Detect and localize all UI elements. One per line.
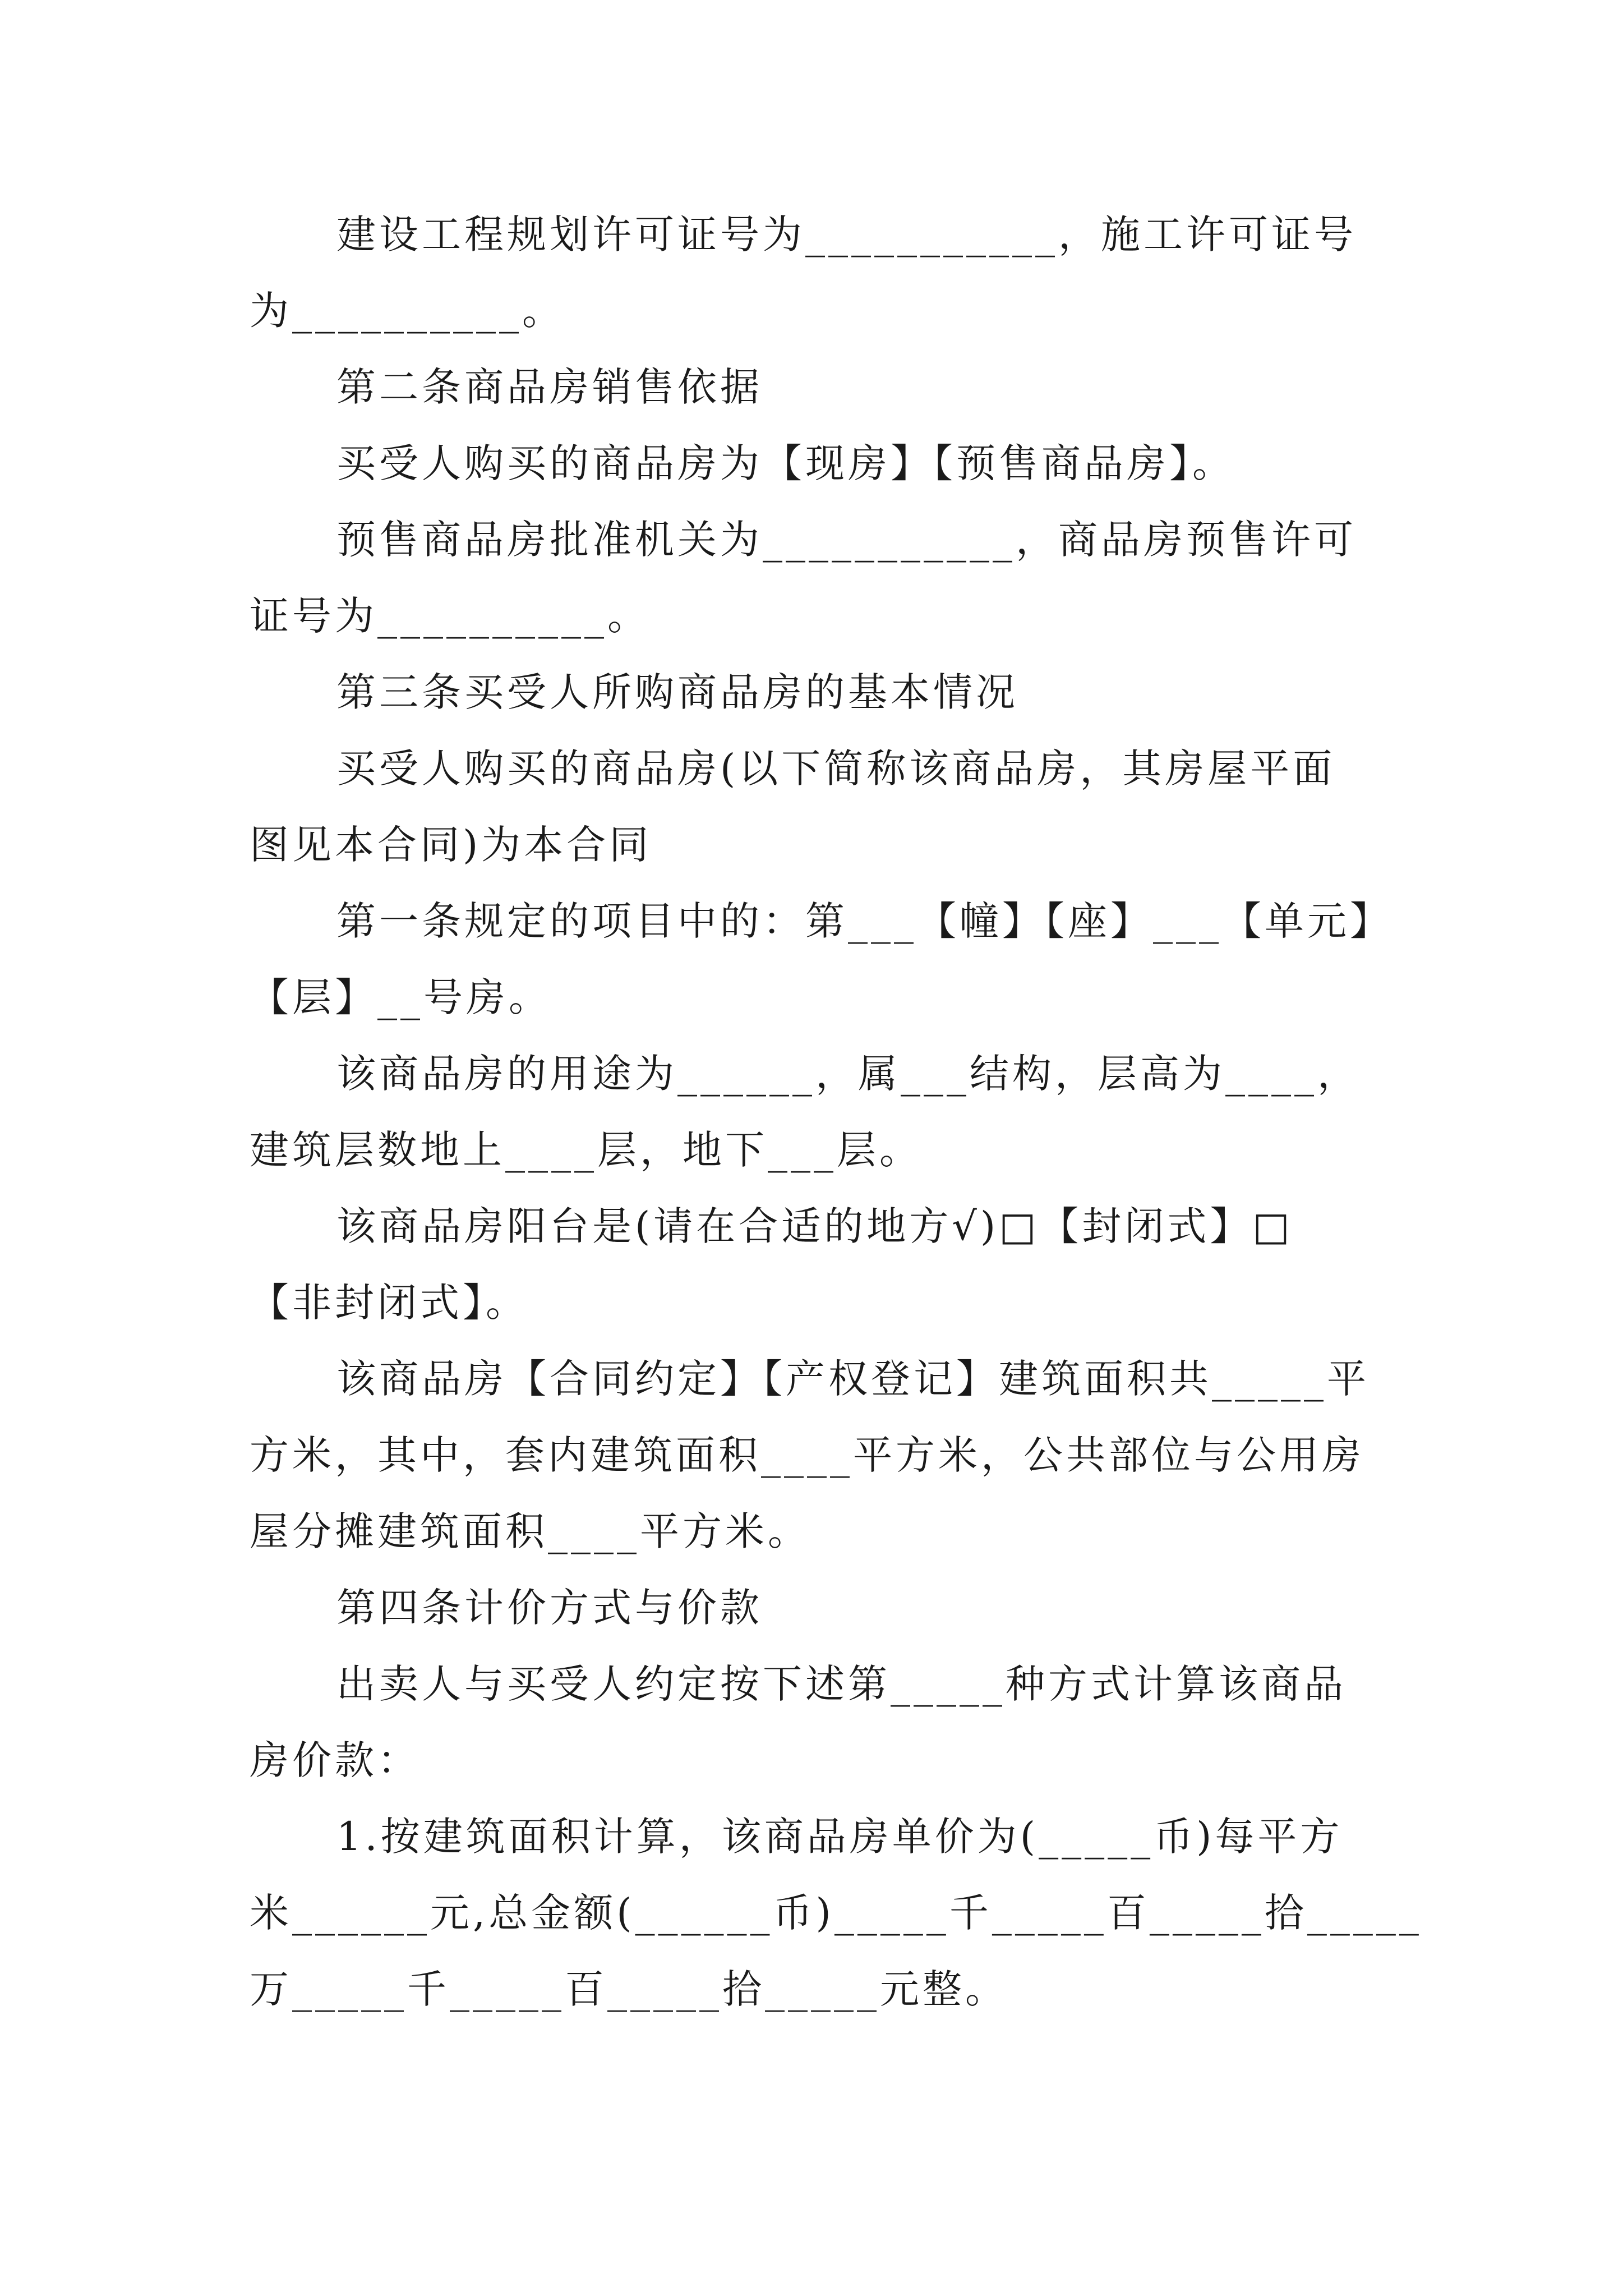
text-line: 米______元,总金额(______币)_____千_____百_____拾_____ [250,1890,1422,1936]
text-line: 【非封闭式】。 [250,1280,528,1326]
text-line: 建筑层数地上____层，地下___层。 [250,1127,922,1173]
text-line: 该商品房阳台是(请在合适的地方√)□【封闭式】□ [336,1203,1293,1249]
text-line: 万_____千_____百_____拾_____元整。 [250,1966,1008,2012]
text-line: 该商品房的用途为______，属___结构，层高为____， [336,1051,1360,1097]
text-line: 预售商品房批准机关为___________，商品房预售许可 [336,517,1357,563]
section-heading: 第三条买受人所购商品房的基本情况 [336,669,1018,715]
text-line: 证号为__________。 [250,593,650,639]
section-heading: 第二条商品房销售依据 [336,364,763,410]
text-line: 出卖人与买受人约定按下述第_____种方式计算该商品 [336,1661,1347,1707]
text-line: 1.按建筑面积计算，该商品房单价为(_____币)每平方 [336,1814,1343,1860]
text-line: 买受人购买的商品房(以下简称该商品房，其房屋平面 [336,746,1336,792]
contract-page [250,196,1422,2027]
text-line: 图见本合同)为本合同 [250,822,652,868]
text-line: 房价款： [250,1737,420,1783]
text-line: 屋分摊建筑面积____平方米。 [250,1508,810,1554]
text-line: 该商品房【合同约定】【产权登记】建筑面积共_____平 [336,1356,1370,1402]
text-line: 【层】__号房。 [250,974,551,1020]
text-line: 方米，其中，套内建筑面积____平方米，公共部位与公用房 [250,1432,1364,1478]
text-line: 买受人购买的商品房为【现房】【预售商品房】。 [336,440,1235,486]
text-line: 建设工程规划许可证号为___________，施工许可证号 [336,211,1357,257]
text-line: 为__________。 [250,288,565,334]
section-heading: 第四条计价方式与价款 [336,1585,763,1631]
text-line: 第一条规定的项目中的：第___【幢】【座】___【单元】 [336,898,1393,944]
